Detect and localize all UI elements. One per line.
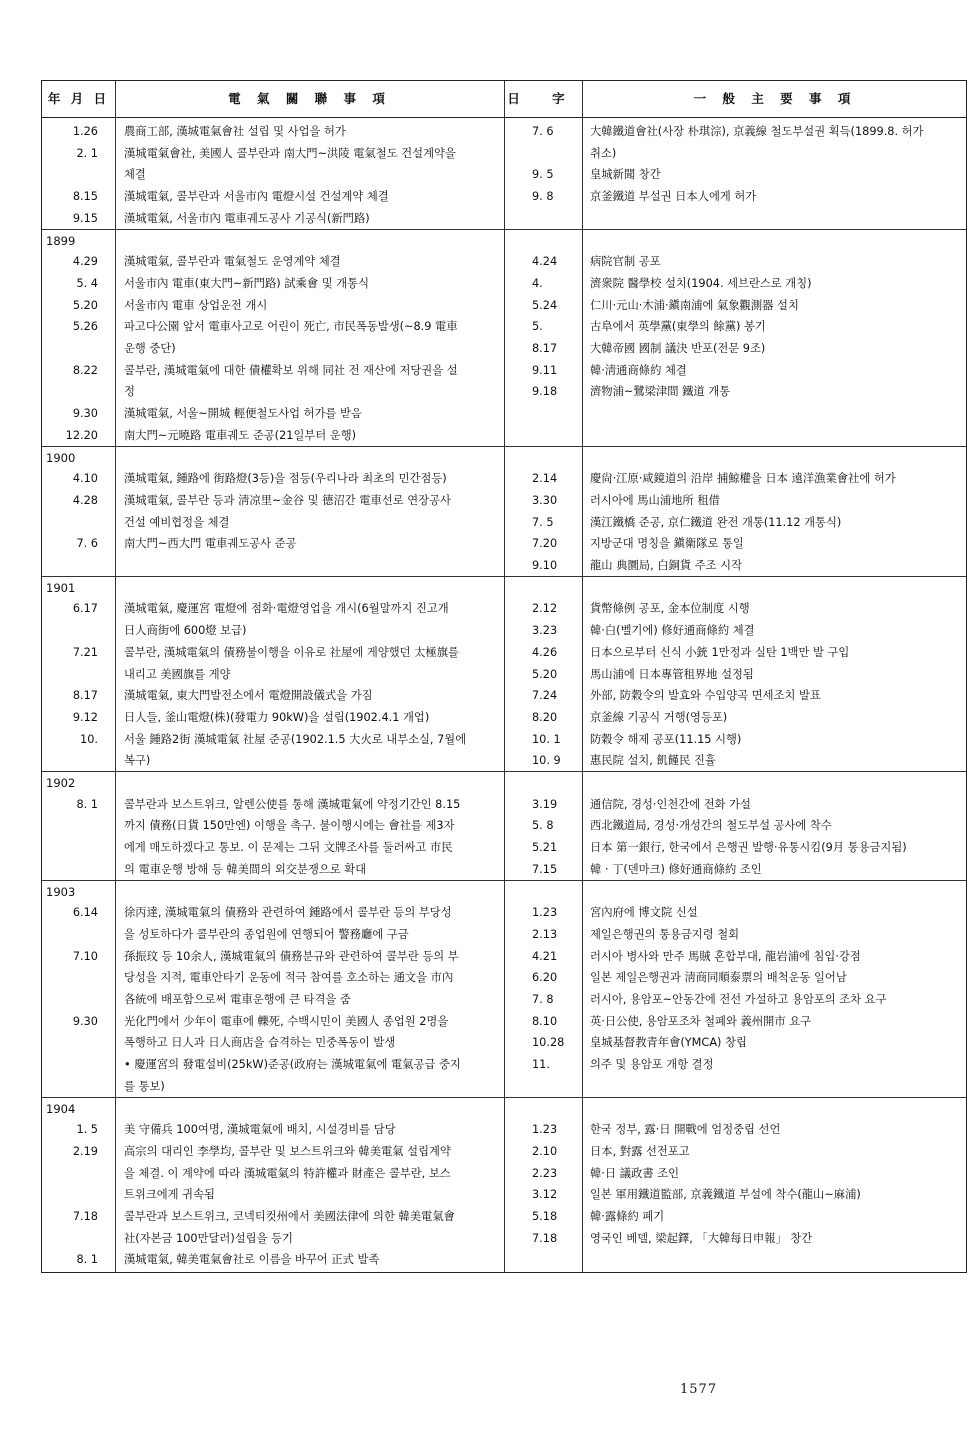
general-event-text: 皇城基督教青年會(YMCA) 창립 [590,1036,747,1050]
general-event-date: 10. 1 [532,732,561,746]
year-label: 1903 [46,884,76,899]
electric-event-text: 건설 예비협정을 체결 [124,515,230,529]
electric-event-text: 各統에 배포함으로써 電車운행에 큰 타격을 줌 [124,993,351,1006]
general-event-date: 1.23 [532,1123,558,1137]
electric-event-text: 徐丙達, 漢城電氣의 債務와 관련하여 鍾路에서 콜부란 등의 부당성 [124,906,452,920]
general-event-text: 通信院, 경성·인천간에 전화 가설 [590,797,751,811]
general-event-date: 4.21 [532,949,558,963]
general-event-date: 5.20 [532,667,558,681]
electric-event-date: 8.17 [72,689,98,703]
general-event-text: 제일은행권의 통용금지령 철회 [590,927,740,941]
header-rule [42,117,966,118]
general-event-date: 5.18 [532,1210,558,1223]
general-event-text: 영국인 베델, 梁起鐸, 「大韓每日申報」 창간 [590,1231,813,1245]
general-event-date: 5.21 [532,841,558,855]
general-event-date: 8.20 [532,710,558,724]
general-event-date: 2.12 [532,602,558,616]
year-label: 1904 [46,1101,76,1116]
general-event-text: 漢江鐵橋 준공, 京仁鐵道 완전 개통(11.12 개통식) [590,515,842,529]
general-event-text: 大韓鐵道會社(사장 朴琪淙), 京義線 철도부설권 획득(1899.8. 허가 [590,125,924,138]
general-event-text: 러시아 병사와 만주 馬賊 혼합부대, 龍岩浦에 침입·강점 [590,949,861,963]
electric-event-text: 까지 債務(日貨 150만엔) 이행을 촉구. 불이행시에는 會社를 제3자 [124,819,455,833]
electric-event-text: 孫振玟 등 10余人, 漢城電氣의 債務분규와 관련하여 콜부란 등의 부 [124,949,459,963]
electric-event-date: 5.26 [72,320,98,334]
electric-event-text: 콜부란과 보스트위크, 코넥티컷州에서 美國法律에 의한 韓美電氣會 [124,1210,455,1223]
general-event-date: 4. [532,276,543,290]
electric-event-text: 트위크에게 귀속됨 [124,1188,215,1202]
electric-event-text: 漢城電氣, 慶運宮 電燈에 점화·電燈영업을 개시(6월말까지 진고개 [124,602,449,616]
electric-event-text: 서울 鍾路2街 漢城電氣 社屋 준공(1902.1.5 大火로 내부소실, 7월에 [124,732,467,746]
electric-event-text: 光化門에서 少年이 電車에 轢死, 수백시민이 美國人 종업원 2명을 [124,1014,449,1028]
general-event-text: 貨幣條例 공포, 金本位制度 시행 [590,602,750,616]
header-general-events: 一 般 主 要 事 項 [693,91,857,106]
electric-event-text: 美 守備兵 100여명, 漢城電氣에 배치, 시설경비를 담당 [124,1123,396,1137]
electric-event-text: 漢城電氣, 콜부란과 서울市內 電燈시설 건설계약 체결 [124,190,389,204]
general-event-text: 취소) [590,146,617,160]
electric-event-text: 콜부란과 보스트위크, 알렌公使를 통해 漢城電氣에 약정기간인 8.15 [124,797,461,811]
general-event-text: 한국 정부, 露·日 開戰에 엄정중립 선언 [590,1123,781,1137]
electric-event-text: 農商工部, 漢城電氣會社 설립 및 사업을 허가 [124,125,346,138]
electric-event-text: 정 [124,385,135,399]
column-divider [582,81,583,1272]
electric-event-date: 9.15 [72,211,98,225]
electric-event-date: 8. 1 [76,797,98,811]
year-label: 1899 [46,233,76,248]
general-event-text: 日本 第一銀行, 한국에서 은행권 발행·유통시킴(9月 통용금지됨) [590,841,907,855]
general-event-text: 宮內府에 博文院 신설 [590,906,698,920]
electric-event-text: 콜부란, 漢城電氣의 債務불이행을 이유로 社屋에 게양했던 太極旗를 [124,645,459,659]
page-number: 1577 [680,1382,718,1397]
electric-event-text: 복구) [124,754,151,768]
general-event-text: 京釜線 기공식 거행(영등포) [590,710,728,724]
electric-event-date: 9.30 [72,1014,98,1028]
electric-event-text: 漢城電氣會社, 美國人 콜부란과 南大門~洪陵 電氣철도 건설계약을 [124,146,456,160]
electric-event-text: 를 통보) [124,1079,165,1093]
year-separator [42,771,966,772]
general-event-text: 古阜에서 英學黨(東學의 餘黨) 봉기 [590,320,766,334]
general-event-date: 5.24 [532,298,558,312]
electric-event-date: 4.10 [72,472,98,486]
general-event-date: 7. 6 [532,125,554,138]
general-event-text: 大韓帝國 國制 議決 반포(전문 9조) [590,342,766,355]
general-event-text: 韓·淸通商條約 체결 [590,363,687,377]
general-event-text: 韓·白(벨기에) 修好通商條約 체결 [590,624,755,638]
electric-event-text: 폭행하고 日人과 日人商店을 습격하는 민중폭동이 발생 [124,1036,396,1050]
electric-event-text: 南大門~西大門 電車궤도공사 준공 [124,537,297,551]
year-label: 1900 [46,450,76,465]
electric-event-text: 파고다公園 앞서 電車사고로 어린이 死亡, 市民폭동발생(~8.9 電車 [124,320,458,334]
general-event-text: 의주 및 용암포 개항 결정 [590,1058,714,1072]
general-event-text: 濟衆院 醫學校 설치(1904. 세브란스로 개칭) [590,276,812,290]
electric-event-text: 서울市內 電車(東大門~新門路) 試乘會 및 개통식 [124,276,369,290]
header-electric-events: 電 氣 關 聯 事 項 [228,91,391,106]
general-event-date: 9. 5 [532,168,554,182]
year-separator [42,1097,966,1098]
general-event-date: 10. 9 [532,754,561,768]
general-event-date: 11. [532,1058,550,1072]
electric-event-date: 5. 4 [76,276,98,290]
electric-event-text: 서울市內 電車 상업운전 개시 [124,298,268,312]
electric-event-text: 日人들, 釜山電燈(株)(發電力 90kW)을 설립(1902.4.1 개업) [124,710,430,724]
electric-event-date: 5.20 [72,298,98,312]
general-event-text: 病院官制 공포 [590,255,661,269]
electric-event-date: 7.18 [72,1210,98,1223]
electric-event-date: 7. 6 [76,537,98,551]
electric-event-date: 1.26 [72,125,98,138]
electric-event-date: 9.30 [72,407,98,421]
electric-event-date: 1. 5 [76,1123,98,1137]
general-event-date: 2.23 [532,1166,558,1180]
electric-event-text: 漢城電氣, 鍾路에 街路燈(3등)을 점등(우리나라 최초의 민간점등) [124,472,447,486]
year-label: 1901 [46,580,76,595]
electric-event-text: 高宗의 대리인 李學均, 콜부란 및 보스트위크와 韓美電氣 설립계약 [124,1144,451,1158]
general-event-date: 7.18 [532,1231,558,1245]
electric-event-text: • 慶運宮의 發電설비(25kW)준공(政府는 漢城電氣에 電氣공급 중지 [124,1058,461,1072]
general-event-date: 3.30 [532,493,558,507]
general-event-date: 9.11 [532,363,558,377]
electric-event-text: 을 체결. 이 계약에 따라 漢城電氣의 特許權과 財產은 콜부란, 보스 [124,1166,451,1180]
general-event-text: 일본 軍用鐵道監部, 京義鐵道 부설에 착수(龍山~麻浦) [590,1188,861,1202]
electric-event-text: 南大門~元曉路 電車궤도 준공(21일부터 운행) [124,428,357,442]
year-separator [42,229,966,230]
general-event-text: 防穀令 해제 공포(11.15 시행) [590,732,742,746]
general-event-date: 3.19 [532,797,558,811]
general-event-text: 일본 제일은행권과 淸商同順泰票의 배척운동 일어남 [590,971,847,985]
general-event-date: 7.15 [532,862,558,876]
general-event-text: 러시아에 馬山浦地所 租借 [590,493,720,507]
general-event-date: 3.23 [532,624,558,638]
year-separator [42,576,966,577]
header-date: 年 月 日 [47,91,110,106]
electric-event-text: 漢城電氣, 서울市內 電車궤도공사 기공식(新門路) [124,211,370,225]
general-event-date: 9. 8 [532,190,554,204]
general-event-text: 韓·露條約 폐기 [590,1210,665,1223]
general-event-date: 8.10 [532,1014,558,1028]
electric-event-date: 2.19 [72,1144,98,1158]
electric-event-date: 6.17 [72,602,98,616]
general-event-text: 韓 · 丁(덴마크) 修好通商條約 조인 [590,862,762,876]
electric-event-date: 4.29 [72,255,98,269]
column-divider [115,81,116,1272]
electric-event-date: 9.12 [72,710,98,724]
electric-event-date: 6.14 [72,906,98,920]
electric-event-text: 당성을 지적, 電車안타기 운동에 적극 참여를 호소하는 通文을 市內 [124,971,454,985]
electric-event-text: 을 성토하다가 콜부란의 종업원에 연행되어 警務廳에 구금 [124,927,409,941]
general-event-text: 馬山浦에 日本專管租界地 설정됨 [590,667,754,681]
general-event-text: 西北鐵道局, 경성·개성간의 철도부설 공사에 착수 [590,819,832,833]
electric-event-date: 8. 1 [76,1253,98,1267]
electric-event-text: 日人商街에 600燈 보급) [124,624,247,638]
general-event-date: 1.23 [532,906,558,920]
general-event-text: 皇城新聞 창간 [590,168,661,182]
electric-event-text: 社(자본금 100만달러)설립을 등기 [124,1231,293,1245]
electric-event-text: 운행 중단) [124,342,176,355]
general-event-text: 지방군대 명칭을 鎭衛隊로 통일 [590,537,744,551]
electric-event-text: 콜부란, 漢城電氣에 대한 債權확보 위해 同社 전 재산에 저당권을 설 [124,363,458,377]
general-event-date: 7.20 [532,537,558,551]
electric-event-date: 10. [80,732,98,746]
electric-event-date: 4.28 [72,493,98,507]
electric-event-text: 漢城電氣, 東大門발전소에서 電燈開設儀式을 가짐 [124,689,373,703]
general-event-date: 7. 5 [532,515,554,529]
general-event-date: 7. 8 [532,993,554,1006]
general-event-text: 仁川·元山·木浦·鎭南浦에 氣象觀測器 설치 [590,298,799,312]
electric-event-text: 漢城電氣, 콜부란과 電氣철도 운영계약 체결 [124,255,341,269]
general-event-date: 4.26 [532,645,558,659]
general-event-date: 5. [532,320,543,334]
electric-event-date: 7.21 [72,645,98,659]
electric-event-text: 의 電車운행 방해 등 韓美間의 외交분쟁으로 확대 [124,862,367,876]
general-event-text: 日本으로부터 신식 小銃 1만정과 실탄 1백만 발 구입 [590,645,850,659]
general-event-text: 英·日公使, 용암포조차 철폐와 義州開市 요구 [590,1014,812,1028]
year-separator [42,446,966,447]
electric-event-text: 漢城電氣, 콜부란 등과 淸凉里~金谷 및 德沼간 電車선로 연장공사 [124,493,451,507]
electric-event-text: 漢城電氣, 韓美電氣會社로 이름을 바꾸어 正式 발족 [124,1253,380,1267]
general-event-date: 2.10 [532,1144,558,1158]
column-divider [504,81,505,1272]
electric-event-text: 에게 매도하겠다고 통보. 이 문제는 그뒤 文牌조사를 둘러싸고 市民 [124,841,453,855]
general-event-text: 外部, 防穀令의 발효와 수입양곡 면세조치 발표 [590,689,821,703]
general-event-text: 日本, 對露 선전포고 [590,1144,690,1158]
year-separator [42,880,966,881]
general-event-text: 龍山 典圜局, 白銅貨 주조 시작 [590,559,742,572]
general-event-date: 2.13 [532,927,558,941]
general-event-date: 2.14 [532,472,558,486]
general-event-date: 8.17 [532,342,558,355]
electric-event-date: 7.10 [72,949,98,963]
general-event-text: 濟物浦~鷺梁津間 鐵道 개통 [590,385,731,399]
electric-event-date: 12.20 [65,428,98,442]
electric-event-text: 체결 [124,168,146,182]
general-event-date: 9.18 [532,385,558,399]
general-event-text: 韓·日 議政書 조인 [590,1166,680,1180]
general-event-date: 10.28 [532,1036,565,1050]
general-event-date: 6.20 [532,971,558,985]
general-event-text: 惠民院 설치, 飢饉民 진휼 [590,754,716,768]
electric-event-date: 8.15 [72,190,98,204]
general-event-text: 러시아, 용암포~안동간에 전선 가설하고 용암포의 조차 요구 [590,993,887,1006]
chronology-table [41,80,967,1273]
electric-event-date: 8.22 [72,363,98,377]
header-day: 日 字 [507,91,579,106]
electric-event-text: 내리고 美國旗를 게양 [124,667,231,681]
general-event-date: 4.24 [532,255,558,269]
general-event-date: 9.10 [532,559,558,572]
general-event-text: 京釜鐵道 부설권 日本人에게 허가 [590,190,757,204]
electric-event-date: 2. 1 [76,146,98,160]
general-event-date: 7.24 [532,689,558,703]
general-event-date: 5. 8 [532,819,554,833]
year-label: 1902 [46,776,76,790]
general-event-text: 慶尙·江原·咸鏡道의 沿岸 捕鯨權을 日本 遠洋漁業會社에 허가 [590,472,896,486]
general-event-date: 3.12 [532,1188,558,1202]
electric-event-text: 漢城電氣, 서울~開城 輕便철도사업 허가를 받음 [124,407,362,421]
